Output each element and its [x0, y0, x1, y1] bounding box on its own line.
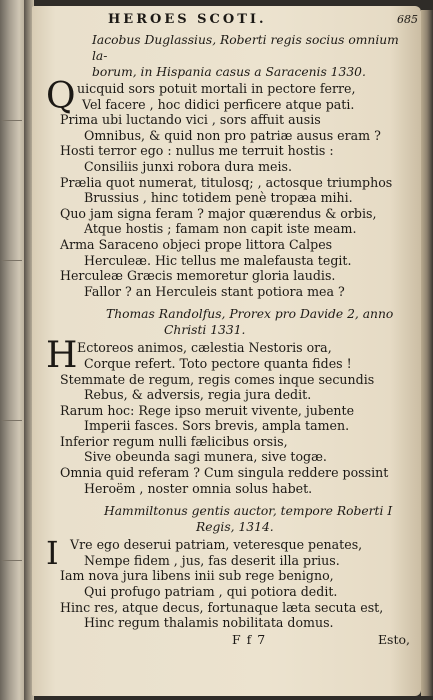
verse-line: Prima ubi luctando vici , sors affuit ausis [60, 112, 321, 128]
verse-line: Iam nova jura libens inii sub rege benigno, [60, 568, 334, 584]
section-caption: Christi 1331. [164, 323, 246, 338]
verse-line: Herculeæ. Hic tellus me malefausta tegit. [84, 252, 352, 268]
verse-line: Quo jam signa feram ? major quærendus & orbis, [60, 205, 377, 221]
epitaph-section-3 [46, 503, 418, 631]
verse-line: Omnia quid referam ? Cum singula reddere possint [60, 465, 389, 481]
signature-mark: F f 7 [232, 631, 267, 647]
epitaph-section-1 [46, 32, 418, 299]
verse-line: Vel facere , hoc didici perficere atque pati. [82, 96, 355, 112]
verse-line: Fallor ? an Herculeis stant potiora mea ? [84, 283, 345, 299]
verse-line: Stemmate de regum, regis comes inque secundis [60, 371, 375, 387]
page-header [46, 10, 418, 32]
verse-line: Hinc regum thalamis nobilitata domus. [84, 615, 334, 631]
page-number: 685 [397, 13, 418, 26]
verse-line: Nempe fidem , jus, fas deserit illa prius. [84, 552, 340, 568]
verse-line: Consiliis junxi robora dura meis. [84, 158, 292, 174]
verse-block [46, 534, 418, 631]
verse-line: Arma Saraceno objeci prope littora Calpes [60, 236, 333, 252]
verse-line: Hosti terror ego : nullus me terruit hostis : [60, 143, 334, 159]
verse-line: Prælia quot numerat, titulosq; , actosque triumphos [60, 174, 393, 190]
verse-line: Ectoreos animos, cælestia Nestoris ora, [77, 340, 332, 356]
verse-line: Vre ego deserui patriam, veteresque penates, [70, 537, 363, 553]
page-mark [2, 560, 22, 561]
section-caption: borum, in Hispania casus a Saracenis 1330. [92, 65, 366, 79]
verse-line: Corque refert. Toto pectore quanta fides ! [84, 355, 352, 371]
verse-block [46, 335, 418, 496]
verse-line: Brussius , hinc totidem penè tropæa mihi. [84, 190, 353, 206]
drop-cap-initial: Q [46, 76, 76, 117]
page-mark [2, 420, 22, 421]
verse-line: Imperii fasces. Sors brevis, ampla tamen. [84, 418, 350, 434]
drop-cap-initial: H [46, 335, 78, 377]
section-caption: Regis, 1314. [196, 520, 274, 535]
section-caption: Iacobus Duglassius, Roberti regis socius omnium la- [92, 33, 399, 63]
verse-line: Atque hostis ; famam non capit iste meam. [84, 221, 357, 237]
catchword: Esto, [377, 631, 410, 647]
page-mark [2, 260, 22, 261]
epitaph-section-2 [46, 306, 418, 496]
section-caption: Thomas Randolfus, Prorex pro Davide 2, anno [106, 307, 394, 322]
running-title: HEROES SCOTI. [108, 12, 267, 27]
section-caption: Hammiltonus gentis auctor, tempore Roberti I [104, 504, 393, 519]
verse-line: Omnibus, & quid non pro patriæ ausus eram ? [84, 127, 381, 143]
verse-line: Rebus, & adversis, regia jura dedit. [84, 387, 312, 403]
verse-line: Hinc res, atque decus, fortunaque læta secuta est, [60, 599, 384, 615]
book-page [32, 6, 421, 696]
verse-line: Inferior regum nulli fælicibus orsis, [60, 433, 288, 449]
page-mark [2, 120, 22, 121]
verse-block [46, 76, 418, 299]
verse-line: Rarum hoc: Rege ipso meruit vivente, jubente [60, 402, 355, 418]
verse-line: uicquid sors potuit mortali in pectore ferre, [77, 81, 356, 96]
page-footer [46, 631, 418, 649]
page-content [46, 10, 418, 649]
facing-page-edge [0, 0, 24, 700]
drop-cap-initial: I [46, 534, 59, 573]
page-fore-edge [421, 10, 433, 696]
verse-line: Heroëm , noster omnia solus habet. [84, 480, 313, 496]
verse-line: Herculeæ Græcis memoretur gloria laudis. [60, 268, 336, 284]
verse-line: Sive obeunda sagi munera, sive togæ. [84, 449, 327, 465]
verse-line: Qui profugo patriam , qui potiora dedit. [84, 584, 338, 600]
